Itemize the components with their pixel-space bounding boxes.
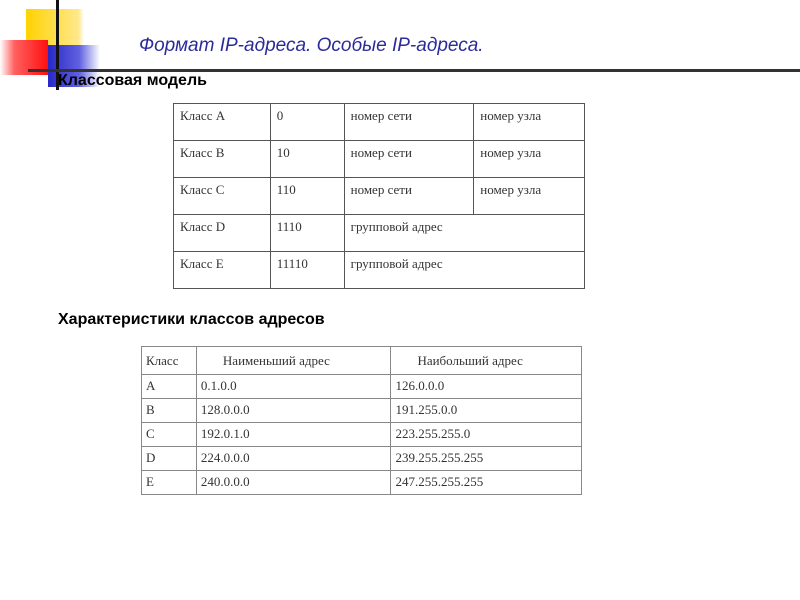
slide-title: Формат IP-адреса. Особые IP-адреса. — [139, 35, 484, 56]
cell: 240.0.0.0 — [196, 471, 391, 495]
table-row — [174, 104, 585, 141]
cell: номер узла — [474, 141, 585, 178]
header-cell: Наибольший адрес — [391, 347, 582, 375]
cell: 110 — [270, 178, 344, 215]
cell: 128.0.0.0 — [196, 399, 391, 423]
cell: A — [142, 375, 197, 399]
header-cell: Наименьший адрес — [196, 347, 391, 375]
cell: 0.1.0.0 — [196, 375, 391, 399]
section-heading-class-ranges: Характеристики классов адресов — [58, 311, 325, 328]
cell: номер сети — [344, 141, 474, 178]
table-row — [174, 141, 585, 178]
cell: 11110 — [270, 252, 344, 289]
cell: 239.255.255.255 — [391, 447, 582, 471]
cell: Класс A — [174, 104, 271, 141]
cell: 0 — [270, 104, 344, 141]
table-row — [142, 423, 582, 447]
table-row — [142, 399, 582, 423]
section-heading-class-model: Классовая модель — [58, 72, 207, 89]
cell: Класс E — [174, 252, 271, 289]
cell: групповой адрес — [344, 252, 584, 289]
table-row — [142, 471, 582, 495]
cell: 247.255.255.255 — [391, 471, 582, 495]
cell: Класс B — [174, 141, 271, 178]
table-row — [142, 375, 582, 399]
cell: групповой адрес — [344, 215, 584, 252]
address-range-table — [141, 346, 582, 495]
cell: 1110 — [270, 215, 344, 252]
cell: номер сети — [344, 104, 474, 141]
table-row — [174, 178, 585, 215]
cell: D — [142, 447, 197, 471]
cell: 126.0.0.0 — [391, 375, 582, 399]
cell: B — [142, 399, 197, 423]
cell: 224.0.0.0 — [196, 447, 391, 471]
cell: 223.255.255.0 — [391, 423, 582, 447]
cell: E — [142, 471, 197, 495]
class-model-table — [173, 103, 585, 289]
cell: номер сети — [344, 178, 474, 215]
cell: 10 — [270, 141, 344, 178]
table-row — [174, 215, 585, 252]
header-cell: Класс — [142, 347, 197, 375]
table-row — [174, 252, 585, 289]
cell: Класс C — [174, 178, 271, 215]
cell: 191.255.0.0 — [391, 399, 582, 423]
cell: Класс D — [174, 215, 271, 252]
table-header-row — [142, 347, 582, 375]
table-row — [142, 447, 582, 471]
cell: C — [142, 423, 197, 447]
cell: номер узла — [474, 178, 585, 215]
cell: номер узла — [474, 104, 585, 141]
cell: 192.0.1.0 — [196, 423, 391, 447]
